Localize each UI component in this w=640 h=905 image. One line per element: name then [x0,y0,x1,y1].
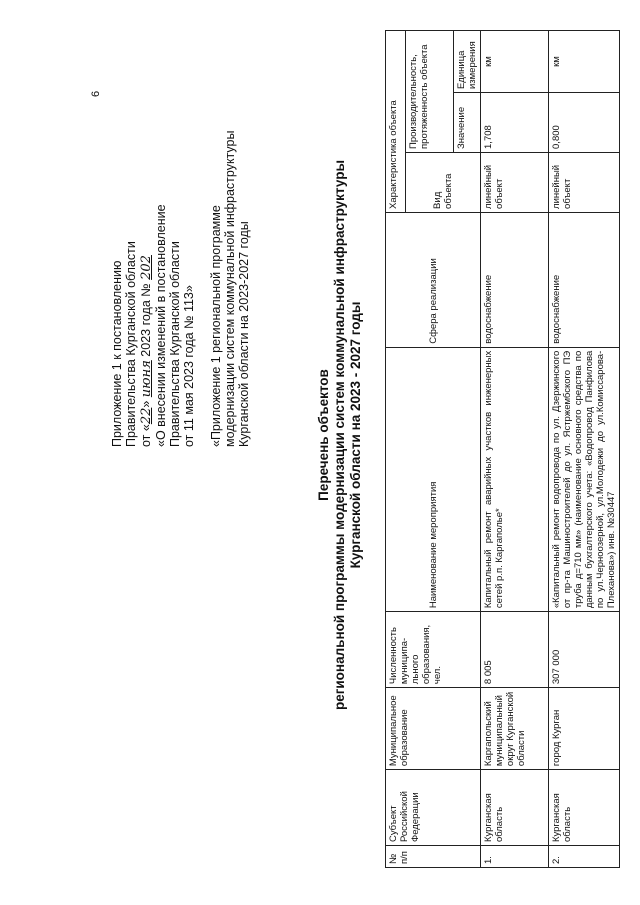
quote-line-3: Курганской области на 2023-2027 годы [237,221,252,447]
cell-object-type: линейный объект [549,152,620,212]
cell-value: 0,800 [549,93,620,153]
th-unit: Единица измерения [454,31,481,93]
appendix-line-2: Правительства Курганской области [124,241,139,447]
cell-sphere: водоснабжение [481,212,549,347]
cell-sphere: водоснабжение [549,212,620,347]
appendix-block [110,117,252,447]
document-title [316,115,364,755]
th-characteristics: Характеристика объекта [386,31,406,213]
cell-object-type: линейный объект [481,152,549,212]
quote-line-2: модернизации систем коммунальной инфраструктуры [223,130,238,447]
table-row [549,31,620,868]
handwritten-day: 22 [138,407,154,425]
th-object-type: Вид объекта [406,152,481,212]
th-subject: Субъект Российской Федерации [386,770,481,846]
cell-measure: «Капитальный ремонт водопровода по ул. Дзержинского от пр-та Машиностроителей до ул. Ястржембского ПЭ труба д=710 мм» (наименование основного средства по данным бухгалтерского учета: «Водопровод Панфилова по ул.Черноозерной, ул.Молодежи до ул.Комиссарова-Плеханова») инв. №30447 [549,347,620,611]
cell-unit: км [481,31,549,93]
cell-subject: Курганская область [549,770,620,846]
page-number: 6 [90,90,102,97]
appendix-line-3: от «22» июня 2023 года № 202 [138,255,154,447]
th-num: № п/п [386,846,481,868]
cell-population: 307 000 [549,612,620,688]
cell-num: 1. [481,846,549,868]
cell-unit: км [549,31,620,93]
quote-line-1: «Приложение 1 региональной программе [208,205,223,447]
cell-num: 2. [549,846,620,868]
th-value: Значение [454,93,481,153]
handwritten-number: 202 [138,255,154,280]
handwritten-month: июня [138,360,154,398]
title-line-3: Курганской области на 2023 - 2027 годы [348,301,363,569]
title-line-1: Перечень объектов [316,369,331,501]
cell-population: 8 005 [481,612,549,688]
th-population: Численность муниципа-льного образования, чел. [386,612,481,688]
th-municipality: Муниципальное образование [386,688,481,770]
cell-value: 1,708 [481,93,549,153]
objects-table [385,30,620,868]
appendix-line-5: Правительства Курганской области [168,241,183,447]
th-capacity: Производительность, протяженность объекта [406,31,454,153]
th-measure: Наименование мероприятия [386,347,481,611]
title-line-2: региональной программы модернизации систем коммунальной инфраструктуры [332,160,347,710]
cell-municipality: город Курган [549,688,620,770]
cell-subject: Курганская область [481,770,549,846]
th-sphere: Сфера реализации [386,212,481,347]
table-row [481,31,549,868]
cell-measure: Капитальный ремонт аварийных участков инженерных сетей р.п. Каргаполье* [481,347,549,611]
cell-municipality: Каргапольский муниципальный округ Курганской области [481,688,549,770]
appendix-line-6: от 11 мая 2023 года № 113» [182,285,197,447]
appendix-line-1: Приложение 1 к постановлению [110,260,124,447]
appendix-line-4: «О внесении изменений в постановление [153,204,168,447]
